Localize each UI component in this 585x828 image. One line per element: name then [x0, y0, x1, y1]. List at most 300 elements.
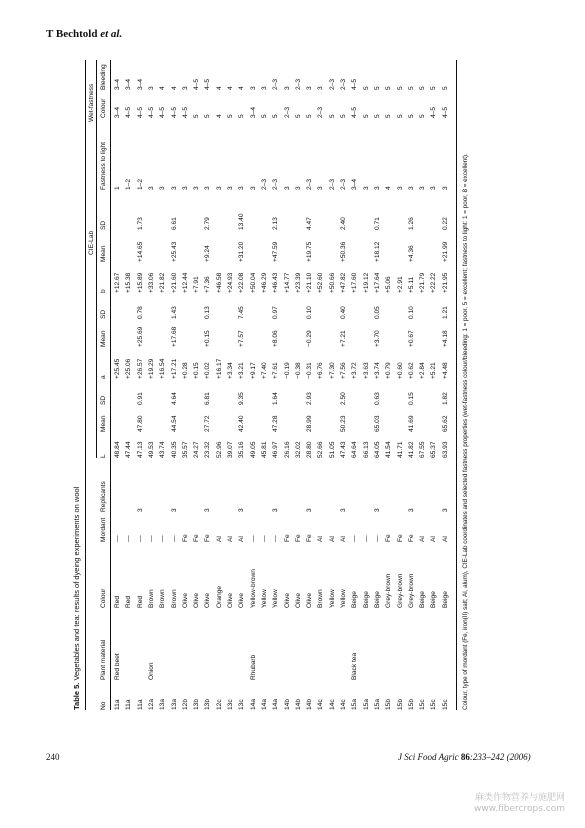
table-cell: 0.10	[407, 306, 415, 319]
table-cell: 1.26	[407, 217, 415, 230]
table-cell: 15a	[373, 698, 381, 710]
table-cell: 13.40	[238, 213, 246, 230]
table-cell: Fe	[181, 534, 189, 542]
table-cell: 32.02	[294, 441, 302, 458]
table-cell: 3–4	[351, 178, 359, 190]
table-cell: —	[249, 535, 257, 542]
table-cell: 3	[407, 186, 415, 190]
table-cell: —	[159, 535, 167, 542]
table-cell: 15c	[441, 699, 449, 710]
table-cell: 4	[385, 186, 393, 190]
table-cell: +2.84	[419, 362, 427, 379]
table-cell: +7.56	[340, 362, 347, 379]
table-cell: Rhubarb	[249, 654, 257, 680]
table-cell: 3	[215, 186, 223, 190]
table-cell: 39.07	[227, 441, 234, 458]
table-cell: +4.18	[441, 330, 449, 347]
table-cell: Onion	[147, 662, 155, 680]
table-cell: 4–5	[351, 106, 359, 118]
table-cell: 15b	[396, 698, 404, 710]
table-cell: 47.43	[340, 441, 347, 458]
table-cell: 44.54	[170, 415, 178, 432]
table-cell: 3	[373, 508, 381, 512]
table-cell: Grey-brown	[407, 573, 415, 608]
table-cell: 3	[238, 508, 246, 512]
running-head-author: T Bechtold	[46, 28, 98, 40]
table-cell: 0.91	[136, 392, 144, 405]
table-cell: —	[260, 535, 268, 542]
table-cell: 3	[373, 186, 381, 190]
table-cell: +7.91	[193, 276, 201, 293]
table-cell: 5	[419, 114, 427, 118]
table-cell: +2.91	[396, 276, 404, 293]
table-cell: 9.35	[238, 392, 246, 405]
table-cell: 3	[181, 186, 189, 190]
table-cell: —	[272, 535, 280, 542]
table-cell: —	[170, 535, 178, 542]
table-cell: 13b	[204, 698, 212, 710]
table-cell: +19.29	[147, 358, 155, 379]
table-cell: 4	[238, 86, 246, 90]
table-cell: 1.82	[441, 392, 449, 405]
cielab-group-header: CIE-Lab	[88, 230, 95, 255]
table-caption-text: Vegetables and tea: results of dyeing experiments on wool	[72, 486, 81, 683]
table-cell: Black tea	[351, 652, 359, 680]
table-cell: —	[114, 535, 121, 542]
table-cell: 2–3	[340, 78, 347, 90]
table-cell: Yellow	[260, 589, 268, 608]
table-cell: 0.10	[306, 306, 314, 319]
table-cell: 45.81	[260, 441, 268, 458]
running-head-etal: et al.	[100, 28, 123, 40]
table-cell: +0.15	[204, 330, 212, 347]
table-cell: 14a	[272, 698, 280, 710]
table-cell: 2.50	[340, 392, 347, 405]
table-caption	[72, 487, 81, 710]
table-cell: +21.95	[441, 272, 449, 293]
table-cell: 0.13	[204, 306, 212, 319]
table-cell: 46.97	[272, 441, 280, 458]
table-cell: 67.55	[419, 441, 427, 458]
table-cell: 3–4	[136, 78, 144, 90]
table-cell: 14c	[317, 699, 325, 710]
table-cell: 4–5	[136, 106, 144, 118]
table-cell: −0.29	[306, 330, 314, 347]
table-cell: +33.06	[147, 272, 155, 293]
table-cell: 3	[249, 186, 257, 190]
column-header: SD	[100, 220, 107, 230]
table-cell: Al	[340, 536, 347, 542]
table-cell: 12a	[147, 698, 155, 710]
table-cell: 2–3	[260, 178, 268, 190]
table-cell: 24.27	[193, 441, 201, 458]
table-cell: Fe	[294, 534, 302, 542]
table-footnote: Colour, type of mordant (Fe, iron(II) salt; Al, alum), CIE-Lab coordinates and selected fastness properties (wet-fastness colour/bleeding: 1 = poor, 5 = excellent; fastness to light: 1 = poor, 8 = excellent).	[462, 153, 469, 710]
table-cell: 2–3	[306, 178, 314, 190]
table-cell: Al	[317, 536, 325, 542]
table-cell: 3	[317, 186, 325, 190]
table-cell: 41.54	[385, 441, 393, 458]
cielab-underline	[96, 60, 97, 458]
table-cell: +25.43	[170, 241, 178, 262]
table-cell: 65.37	[430, 441, 438, 458]
table-cell: 1	[114, 186, 121, 190]
table-cell: 66.13	[362, 441, 370, 458]
table-cell: 2–3	[272, 78, 280, 90]
table-cell: +4.36	[407, 245, 415, 262]
table-cell: 0.40	[340, 306, 347, 319]
table-cell: 4–5	[170, 106, 178, 118]
table-cell: +3.72	[351, 362, 359, 379]
table-cell: 6.81	[204, 392, 212, 405]
table-cell: 3	[136, 508, 144, 512]
table-cell: 41.69	[407, 415, 415, 432]
table-cell: Red	[136, 595, 144, 608]
table-cell: 3	[430, 186, 438, 190]
table-cell: 4	[227, 86, 234, 90]
table-cell: +46.58	[215, 272, 223, 293]
table-cell: 3	[204, 508, 212, 512]
table-cell: 15c	[419, 699, 427, 710]
table-cell: 13a	[159, 698, 167, 710]
watermark-line2: www.fibercrops.com	[474, 804, 565, 814]
column-header: Mordant	[100, 517, 107, 542]
table-cell: 3	[249, 86, 257, 90]
table-cell: 4.47	[306, 217, 314, 230]
table-cell: 26.16	[283, 441, 291, 458]
table-cell: 2–3	[328, 78, 336, 90]
table-cell: 11a	[114, 699, 121, 710]
table-cell: +17.21	[170, 358, 178, 379]
table-cell: 49.05	[249, 441, 257, 458]
table-cell: 2–3	[340, 178, 347, 190]
table-cell: 2–3	[283, 106, 291, 118]
table-cell: 15c	[430, 699, 438, 710]
table-cell: Orange	[215, 586, 223, 608]
table-cell: +3.21	[238, 362, 246, 379]
table-cell: Beige	[351, 591, 359, 608]
table-cell: 4–5	[193, 78, 201, 90]
table-cell: 5	[385, 86, 393, 90]
table-cell: 3	[159, 186, 167, 190]
column-header: Mean	[100, 245, 107, 262]
table-cell: Grey-brown	[396, 573, 404, 608]
table-cell: +50.04	[249, 272, 257, 293]
table-cell: +25.69	[136, 326, 144, 347]
table-cell: Fe	[306, 534, 314, 542]
table-cell: —	[136, 535, 144, 542]
table-cell: 65.03	[373, 415, 381, 432]
table-cell: +21.99	[441, 241, 449, 262]
table-cell: 0.15	[407, 392, 415, 405]
bottom-rule	[456, 60, 457, 710]
table-cell: 50.23	[340, 415, 347, 432]
table-cell: —	[351, 535, 359, 542]
table-cell: 5	[407, 86, 415, 90]
table-cell: +14.65	[136, 241, 144, 262]
table-cell: —	[125, 535, 133, 542]
table-cell: +5.06	[385, 276, 393, 293]
table-cell: +12.44	[181, 272, 189, 293]
table-cell: +7.36	[204, 276, 212, 293]
table-cell: Olive	[193, 592, 201, 608]
table-cell: Olive	[306, 592, 314, 608]
table-cell: 0.71	[373, 217, 381, 230]
table-cell: +9.17	[249, 362, 257, 379]
table-cell: 3	[294, 186, 302, 190]
table-cell: 48.84	[114, 441, 121, 458]
table-cell: Al	[238, 536, 246, 542]
table-cell: Olive	[238, 592, 246, 608]
table-cell: Olive	[227, 592, 234, 608]
table-cell: 11a	[136, 699, 144, 710]
column-header: L	[100, 454, 107, 458]
table-cell: 5	[204, 114, 212, 118]
table-cell: −0.19	[283, 362, 291, 379]
table-cell: +21.82	[159, 272, 167, 293]
column-header: Plant material	[100, 639, 107, 680]
table-cell: Fe	[385, 534, 393, 542]
column-header: Colour	[100, 98, 107, 118]
column-header: b	[100, 289, 107, 293]
table-cell: —	[147, 535, 155, 542]
table-cell: +24.93	[227, 272, 234, 293]
journal-pages: :233–242 (2006)	[469, 752, 531, 762]
table-cell: 5	[238, 114, 246, 118]
table-cell: Red	[114, 595, 121, 608]
table-cell: 0.22	[441, 217, 449, 230]
table-cell: Beige	[430, 591, 438, 608]
table-cell: 3	[407, 508, 415, 512]
table-cell: +4.48	[441, 362, 449, 379]
table-cell: 64.64	[351, 441, 359, 458]
table-cell: 3	[317, 86, 325, 90]
wetfastness-group-header: Wet-fastness	[88, 83, 95, 122]
table-cell: 3–4	[249, 106, 257, 118]
rotated-table	[72, 60, 492, 710]
table-cell: +12.67	[114, 272, 121, 293]
table-cell: Red beet	[114, 653, 121, 680]
table-cell: Beige	[441, 591, 449, 608]
table-cell: 7.45	[238, 306, 246, 319]
table-cell: 11a	[125, 699, 133, 710]
table-cell: 5	[260, 114, 268, 118]
table-cell: 3	[306, 508, 314, 512]
column-header: Mean	[100, 415, 107, 432]
column-header: Bleeding	[100, 64, 107, 90]
table-cell: 5	[272, 114, 280, 118]
table-cell: 4–5	[181, 106, 189, 118]
table-cell: +47.82	[340, 272, 347, 293]
table-cell: +3.74	[373, 362, 381, 379]
table-cell: +3.70	[373, 330, 381, 347]
table-cell: +3.63	[362, 362, 370, 379]
table-cell: —	[373, 535, 381, 542]
table-cell: 47.80	[136, 415, 144, 432]
table-cell: Yellow	[340, 589, 347, 608]
table-cell: 4–5	[125, 106, 133, 118]
table-cell: 15b	[407, 698, 415, 710]
table-cell: 1–2	[125, 178, 133, 190]
table-cell: 4.64	[170, 392, 178, 405]
table-cell: 3	[260, 86, 268, 90]
table-cell: +23.39	[294, 272, 302, 293]
table-cell: +19.12	[362, 272, 370, 293]
table-cell: +25.45	[114, 358, 121, 379]
table-cell: +50.66	[328, 272, 336, 293]
column-header: a	[100, 375, 107, 379]
table-cell: 3	[147, 186, 155, 190]
table-cell: +19.75	[306, 241, 314, 262]
table-cell: 1.64	[272, 392, 280, 405]
table-cell: 49.53	[147, 441, 155, 458]
header-rule	[110, 60, 111, 710]
table-cell: Olive	[294, 592, 302, 608]
table-cell: 2–3	[294, 78, 302, 90]
table-cell: 15a	[362, 698, 370, 710]
table-cell: +50.36	[340, 241, 347, 262]
table-cell: 5	[441, 86, 449, 90]
table-cell: Al	[328, 536, 336, 542]
table-cell: 5	[306, 114, 314, 118]
table-cell: 5	[362, 114, 370, 118]
table-cell: 12c	[215, 699, 223, 710]
table-cell: +7.30	[328, 362, 336, 379]
table-cell: 28.99	[306, 415, 314, 432]
table-cell: Al	[419, 536, 427, 542]
table-cell: −0.38	[294, 362, 302, 379]
table-cell: 52.96	[215, 441, 223, 458]
running-head	[46, 28, 122, 40]
table-cell: +26.57	[136, 358, 144, 379]
table-cell: +9.24	[204, 245, 212, 262]
table-cell: 3	[204, 186, 212, 190]
table-cell: 47.28	[272, 415, 280, 432]
table-cell: +14.77	[283, 272, 291, 293]
table-cell: 3	[181, 86, 189, 90]
table-cell: 4–5	[204, 78, 212, 90]
table-cell: +7.57	[238, 330, 246, 347]
table-cell: 1.21	[441, 306, 449, 319]
table-cell: 3	[419, 186, 427, 190]
table-cell: 5	[396, 86, 404, 90]
table-cell: Fe	[283, 534, 291, 542]
table-cell: Olive	[283, 592, 291, 608]
table-cell: 5	[419, 86, 427, 90]
table-cell: 2.40	[340, 217, 347, 230]
column-header: SD	[100, 309, 107, 319]
table-cell: Brown	[159, 589, 167, 608]
table-cell: 63.93	[441, 441, 449, 458]
journal-volume: 86	[460, 752, 470, 762]
table-cell: 2–3	[317, 106, 325, 118]
table-cell: Al	[227, 536, 234, 542]
table-cell: 12b	[181, 698, 189, 710]
table-cell: 28.80	[306, 441, 314, 458]
table-cell: 40.35	[170, 441, 178, 458]
table-cell: 3	[238, 186, 246, 190]
table-cell: 4	[170, 86, 178, 90]
table-cell: 2.79	[204, 217, 212, 230]
table-cell: +21.10	[306, 272, 314, 293]
table-cell: 41.82	[407, 441, 415, 458]
table-cell: 3	[441, 508, 449, 512]
table-cell: 2–3	[272, 178, 280, 190]
table-cell: +5.11	[407, 276, 415, 293]
table-cell: 0.63	[373, 392, 381, 405]
table-cell: 5	[396, 114, 404, 118]
table-cell: 5	[193, 114, 201, 118]
table-cell: 4	[215, 114, 223, 118]
table-cell: 15b	[385, 698, 393, 710]
table-cell: +15.38	[125, 272, 133, 293]
table-cell: 5	[227, 114, 234, 118]
table-cell: 47.44	[125, 441, 133, 458]
table-cell: 3	[227, 186, 234, 190]
table-cell: +25.06	[125, 358, 133, 379]
table-cell: +15.89	[136, 272, 144, 293]
table-cell: Fe	[193, 534, 201, 542]
journal-citation	[398, 752, 531, 762]
table-cell: Fe	[204, 534, 212, 542]
journal-name: J Sci Food Agric	[398, 752, 461, 762]
column-header: SD	[100, 395, 107, 405]
table-cell: 4–5	[430, 106, 438, 118]
table-cell: +21.79	[419, 272, 427, 293]
table-cell: 3	[362, 186, 370, 190]
table-cell: 47.13	[136, 441, 144, 458]
column-header: Fastness to light	[100, 141, 107, 190]
table-cell: +8.06	[272, 330, 280, 347]
table-cell: 3	[306, 86, 314, 90]
table-cell: +16.17	[215, 358, 223, 379]
table-cell: 3	[170, 186, 178, 190]
table-cell: 4–5	[441, 106, 449, 118]
table-cell: 5	[373, 114, 381, 118]
table-cell: +18.12	[373, 241, 381, 262]
table-cell: 4–5	[147, 106, 155, 118]
table-cell: Yellow-brown	[249, 569, 257, 608]
table-cell: 65.62	[441, 415, 449, 432]
table-cell: +0.62	[407, 362, 415, 379]
table-cell: 51.05	[328, 441, 336, 458]
table-cell: Al	[430, 536, 438, 542]
table-cell: 14c	[328, 699, 336, 710]
table-cell: +7.61	[272, 362, 280, 379]
table-cell: 5	[385, 114, 393, 118]
column-header: Colour	[100, 588, 107, 608]
table-cell: 35.16	[238, 441, 246, 458]
table-cell: 5	[407, 114, 415, 118]
table-cell: 3	[272, 508, 280, 512]
table-cell: 14a	[260, 698, 268, 710]
table-cell: +22.08	[238, 272, 246, 293]
table-cell: +17.68	[170, 326, 178, 347]
table-cell: 4	[215, 86, 223, 90]
watermark-line1: 麻类作物营养与施肥网	[474, 793, 565, 803]
table-cell: 23.32	[204, 441, 212, 458]
table-cell: Al	[441, 536, 449, 542]
table-cell: +21.60	[170, 272, 178, 293]
table-cell: Olive	[204, 592, 212, 608]
table-cell: Al	[215, 536, 223, 542]
table-cell: 4–5	[351, 78, 359, 90]
table-cell: +52.60	[317, 272, 325, 293]
table-cell: +46.29	[260, 272, 268, 293]
table-cell: 2–3	[328, 178, 336, 190]
table-cell: 14a	[249, 698, 257, 710]
table-cell: +47.59	[272, 241, 280, 262]
